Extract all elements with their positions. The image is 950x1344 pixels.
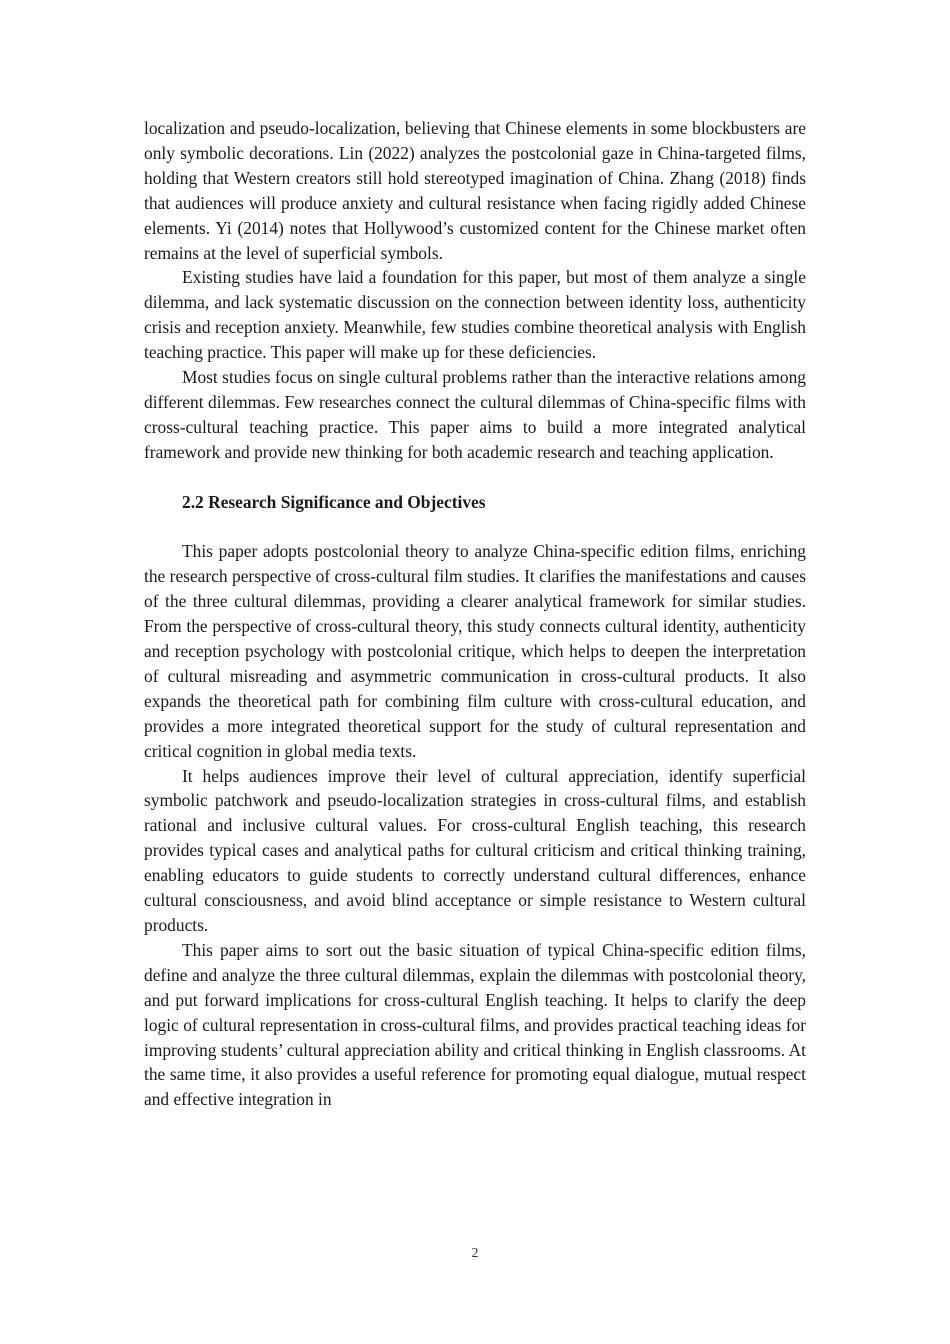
paragraph-objectives: This paper aims to sort out the basic situation of typical China-specific edition films, define and analyze the three cultural dilemmas, explain the dilemmas with postcolonial theory, and put forward implications for cross-cultural English teaching. It helps to clarify the deep logic of cultural representation in cross-cultural films, and provides practical teaching ideas for improving students’ cultural appreciation ability and critical thinking in English classrooms. At the same time, it also provides a useful reference for promoting equal dialogue, mutual respect and effective integration in: [144, 939, 806, 1110]
paragraph-theoretical-significance: This paper adopts postcolonial theory to analyze China-specific edition films, enriching the research perspective of cross-cultural film studies. It clarifies the manifestations and causes of the three cultural dilemmas, providing a clearer analytical framework for similar studies. From the perspective of cross-cultural theory, this study connects cultural identity, authenticity and reception psychology with postcolonial critique, which helps to deepen the interpretation of cultural misreading and asymmetric communication in cross-cultural products. It also expands the theoretical path for combining film culture with cross-cultural education, and provides a more integrated theoretical support for the study of cultural representation and critical cognition in global media texts.: [144, 541, 806, 761]
body-text: [144, 116, 806, 1112]
paragraph-practical-significance: It helps audiences improve their level of cultural appreciation, identify superficial symbolic patchwork and pseudo-localization strategies in cross-cultural films, and establish rational and inclusive cultural values. For cross-cultural English teaching, this research provides typical cases and analytical paths for cultural criticism and critical thinking training, enabling educators to guide students to correctly understand cultural differences, enhance cultural consciousness, and avoid blind acceptance or simple resistance to Western cultural products.: [144, 765, 806, 935]
spacer: [144, 514, 806, 539]
section-heading: 2.2 Research Significance and Objectives: [182, 491, 486, 512]
paragraph-literature-review-continued: localization and pseudo-localization, believing that Chinese elements in some blockbusters are only symbolic decorations. Lin (2022) analyzes the postcolonial gaze in China-targeted films, holding that Western creators still hold stereotyped imagination of China. Zhang (2018) finds that audiences will produce anxiety and cultural resistance when facing rigidly added Chinese elements. Yi (2014) notes that Hollywood’s customized content for the Chinese market often remains at the level of superficial symbols.: [144, 118, 806, 263]
spacer: [144, 465, 806, 490]
paragraph-research-gap: Most studies focus on single cultural problems rather than the interactive relations among different dilemmas. Few researches connect the cultural dilemmas of China-specific films with cross-cultural teaching practice. This paper aims to build a more integrated analytical framework and provide new thinking for both academic research and teaching application.: [144, 367, 806, 462]
page-number: 2: [471, 1246, 479, 1261]
paragraph-existing-studies: Existing studies have laid a foundation for this paper, but most of them analyze a single dilemma, and lack systematic discussion on the connection between identity loss, authenticity crisis and reception anxiety. Meanwhile, few studies combine theoretical analysis with English teaching practice. This paper will make up for these deficiencies.: [144, 267, 806, 363]
